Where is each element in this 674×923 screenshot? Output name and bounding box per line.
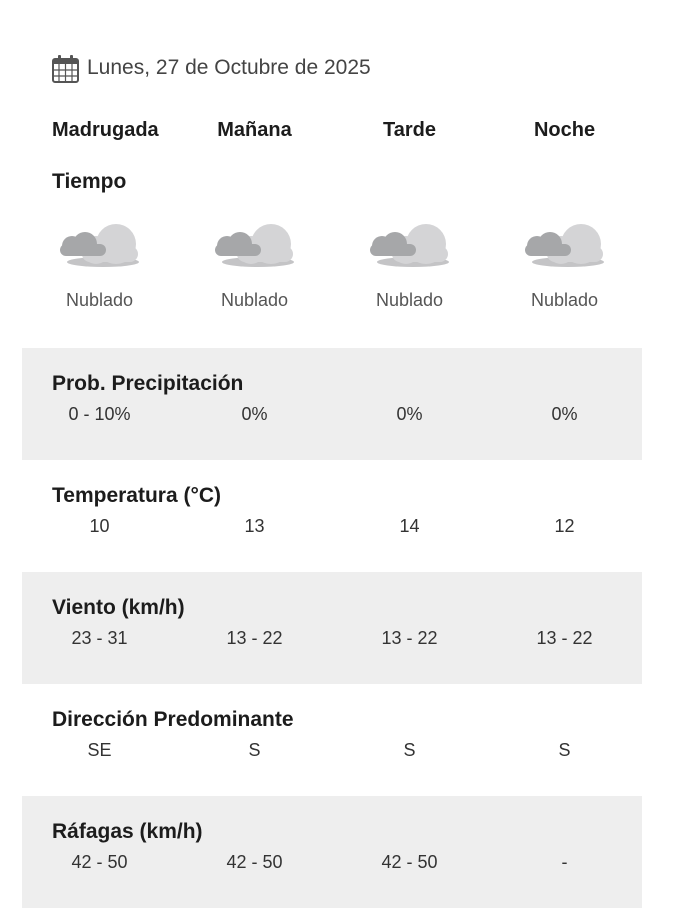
precipitation-value: 0%	[396, 404, 423, 424]
wind-direction-values	[22, 740, 642, 761]
weather-cell	[22, 210, 177, 311]
precipitation-value: 0 - 10%	[68, 404, 131, 424]
precipitation-title: Prob. Precipitación	[52, 372, 244, 395]
weather-label: Nublado	[65, 290, 134, 310]
date-text: Lunes, 27 de Octubre de 2025	[87, 56, 371, 79]
temperature-values	[22, 516, 642, 537]
period-header-madrugada: Madrugada	[52, 119, 159, 141]
weather-cell	[332, 210, 487, 311]
wind-direction-value: S	[403, 740, 416, 760]
period-header-noche: Noche	[533, 119, 596, 141]
gusts-value: 42 - 50	[71, 852, 128, 872]
precipitation-value: 0%	[551, 404, 578, 424]
wind-direction-value: SE	[87, 740, 112, 760]
gusts-values	[22, 852, 642, 873]
gusts-title: Ráfagas (km/h)	[52, 820, 203, 843]
precipitation-values	[22, 404, 642, 425]
wind-value: 23 - 31	[71, 628, 128, 648]
wind-value: 13 - 22	[536, 628, 593, 648]
weather-section-title: Tiempo	[52, 170, 127, 193]
cloudy-icon	[213, 216, 297, 272]
temperature-value: 12	[554, 516, 575, 536]
weather-label: Nublado	[220, 290, 289, 310]
temperature-value: 14	[399, 516, 420, 536]
weather-label: Nublado	[530, 290, 599, 310]
weather-label: Nublado	[375, 290, 444, 310]
wind-values	[22, 628, 642, 649]
temperature-value: 13	[244, 516, 265, 536]
cloudy-icon	[58, 216, 142, 272]
cloudy-icon	[368, 216, 452, 272]
weather-cell	[487, 210, 642, 311]
temperature-value: 10	[89, 516, 110, 536]
calendar-icon	[52, 54, 79, 83]
wind-direction-value: S	[248, 740, 261, 760]
period-header-tarde: Tarde	[383, 119, 436, 141]
wind-direction-title: Dirección Predominante	[52, 708, 294, 731]
wind-title: Viento (km/h)	[52, 596, 185, 619]
gusts-value: 42 - 50	[226, 852, 283, 872]
period-headers	[22, 112, 642, 148]
weather-conditions-row	[22, 210, 642, 311]
gusts-row	[22, 796, 642, 908]
wind-row	[22, 572, 642, 684]
gusts-value: -	[561, 852, 568, 872]
weather-cell	[177, 210, 332, 311]
precipitation-row	[22, 348, 642, 460]
period-header-manana: Mañana	[217, 119, 292, 141]
temperature-title: Temperatura (°C)	[52, 484, 222, 507]
gusts-value: 42 - 50	[381, 852, 438, 872]
temperature-row	[22, 460, 642, 572]
wind-value: 13 - 22	[381, 628, 438, 648]
cloudy-icon	[523, 216, 607, 272]
precipitation-value: 0%	[241, 404, 268, 424]
date-header	[52, 50, 371, 86]
wind-direction-row	[22, 684, 642, 796]
wind-value: 13 - 22	[226, 628, 283, 648]
wind-direction-value: S	[558, 740, 571, 760]
